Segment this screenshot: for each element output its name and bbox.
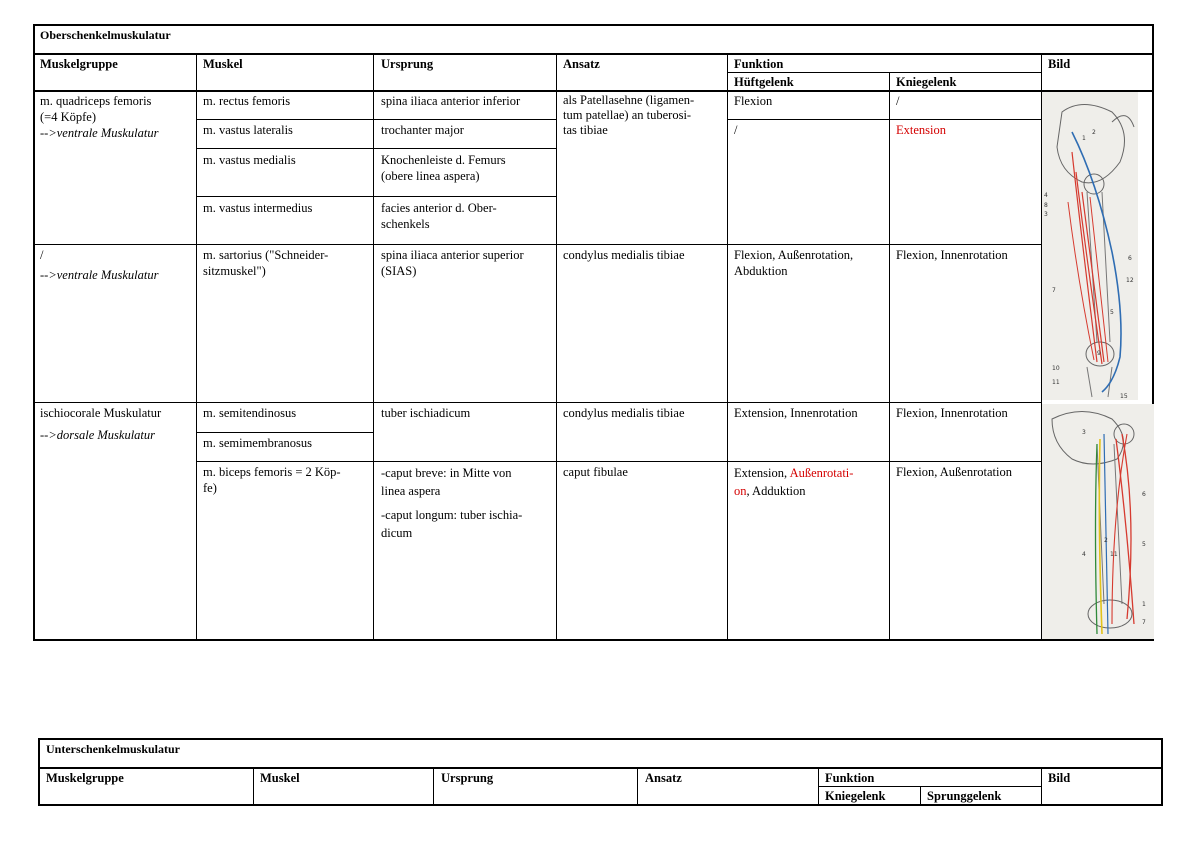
table2-col-line	[818, 768, 819, 806]
front-label: 9	[1097, 350, 1101, 357]
knie-rectus-femoris: /	[896, 94, 900, 108]
knie-vastus-lateralis: Extension	[896, 123, 946, 137]
header-hueftgelenk: Hüftgelenk	[734, 75, 794, 89]
front-label: 2	[1092, 129, 1096, 136]
ursprung-vastus-intermedius: facies anterior d. Ober- schenkels	[381, 201, 497, 231]
header-muskelgruppe: Muskelgruppe	[40, 57, 118, 71]
ursprung-vastus-medialis: Knochenleiste d. Femurs (obere linea aspera)	[381, 153, 506, 183]
muskel-vastus-intermedius: m. vastus intermedius	[203, 201, 313, 215]
table1-title-divider	[33, 53, 1154, 55]
front-label: 11	[1052, 379, 1060, 386]
ursprung-sartorius: spina iliaca anterior superior (SIAS)	[381, 248, 524, 278]
back-label: 2	[1104, 537, 1108, 544]
table1-row-line	[196, 461, 1041, 462]
table1-row-line	[196, 119, 556, 120]
table1-subheader-line	[727, 72, 1041, 73]
table2-col-line	[253, 768, 254, 806]
ansatz-biceps-femoris: caput fibulae	[563, 465, 628, 479]
hueft-biceps-femoris: Extension, Außenrotati- on, Adduktion	[734, 466, 854, 498]
header-kniegelenk: Kniegelenk	[896, 75, 957, 89]
hueft-rectus-femoris: Flexion	[734, 94, 773, 108]
knie-biceps-femoris: Flexion, Außenrotation	[896, 465, 1012, 479]
table1-col-line	[373, 54, 374, 641]
header-funktion: Funktion	[734, 57, 784, 71]
front-label: 1	[1082, 135, 1086, 142]
anatomy-front-thigh-image	[1042, 92, 1138, 400]
table1-row-line	[196, 148, 556, 149]
table2-title-divider	[38, 767, 1163, 769]
table2-header-ansatz: Ansatz	[645, 771, 682, 785]
table1-row-line	[727, 119, 1041, 120]
front-label: 10	[1052, 365, 1060, 372]
muskel-sartorius: m. sartorius ("Schneider- sitzmuskel")	[203, 248, 329, 278]
front-label: 7	[1052, 287, 1056, 294]
group-quadriceps: m. quadriceps femoris (=4 Köpfe) -->ventrale Muskulatur	[40, 94, 159, 140]
group-sartorius: / -->ventrale Muskulatur	[40, 248, 159, 282]
knie-semitendinosus: Flexion, Innenrotation	[896, 406, 1008, 420]
back-label: 1	[1142, 601, 1146, 608]
table2-col-line	[920, 786, 921, 806]
table1-col-line	[556, 54, 557, 641]
table2-header-muskel: Muskel	[260, 771, 300, 785]
table2-title: Unterschenkelmuskulatur	[46, 742, 181, 756]
header-ursprung: Ursprung	[381, 57, 434, 71]
ursprung-rectus-femoris: spina iliaca anterior inferior	[381, 94, 521, 108]
hueft-semitendinosus: Extension, Innenrotation	[734, 406, 858, 420]
table2-col-line	[433, 768, 434, 806]
front-label: 8	[1044, 202, 1048, 209]
ursprung-biceps-femoris: -caput breve: in Mitte von linea aspera -caput longum: tuber ischia- dicum	[381, 466, 523, 540]
table2-header-kniegelenk: Kniegelenk	[825, 789, 886, 803]
front-label: 15	[1120, 393, 1128, 400]
ansatz-semitendinosus: condylus medialis tibiae	[563, 406, 685, 420]
muskel-semimembranosus: m. semimembranosus	[203, 436, 313, 450]
table1-row-line	[196, 432, 373, 433]
table2-header-bild: Bild	[1048, 771, 1071, 785]
table2-subheader-line	[818, 786, 1041, 787]
table1-col-line	[727, 54, 728, 641]
front-label: 3	[1044, 211, 1048, 218]
table1-col-line	[889, 72, 890, 641]
table1-col-line	[196, 54, 197, 641]
ursprung-semitendinosus: tuber ischiadicum	[381, 406, 471, 420]
table2-col-line	[637, 768, 638, 806]
back-label: 11	[1110, 551, 1118, 558]
table2-header-funktion: Funktion	[825, 771, 875, 785]
hueft-sartorius: Flexion, Außenrotation, Abduktion	[734, 248, 854, 278]
table1-title: Oberschenkelmuskulatur	[40, 28, 171, 42]
header-bild: Bild	[1048, 57, 1071, 71]
header-muskel: Muskel	[203, 57, 243, 71]
table2-header-ursprung: Ursprung	[441, 771, 494, 785]
table2-header-sprunggelenk: Sprunggelenk	[927, 789, 1002, 803]
table1-header-divider	[33, 90, 1154, 92]
table1-row-line	[196, 196, 556, 197]
ursprung-vastus-lateralis: trochanter major	[381, 123, 464, 137]
front-label: 6	[1128, 255, 1132, 262]
muskel-rectus-femoris: m. rectus femoris	[203, 94, 291, 108]
muskel-biceps-femoris: m. biceps femoris = 2 Köp- fe)	[203, 465, 341, 495]
group-ischiocorale: ischiocorale Muskulatur -->dorsale Muskulatur	[40, 406, 162, 442]
back-label: 5	[1142, 541, 1146, 548]
front-label: 5	[1110, 309, 1114, 316]
ansatz-sartorius: condylus medialis tibiae	[563, 248, 685, 262]
hueft-vastus-lateralis: /	[734, 123, 738, 137]
knie-sartorius: Flexion, Innenrotation	[896, 248, 1008, 262]
ansatz-quadriceps: als Patellasehne (ligamen- tum patellae) an tuberosi- tas tibiae	[563, 93, 695, 137]
anatomy-back-thigh-image	[1042, 404, 1154, 639]
back-label: 3	[1082, 429, 1086, 436]
front-label: 12	[1126, 277, 1134, 284]
back-label: 4	[1082, 551, 1086, 558]
back-label: 6	[1142, 491, 1146, 498]
muskel-vastus-medialis: m. vastus medialis	[203, 153, 296, 167]
table2-header-muskelgruppe: Muskelgruppe	[46, 771, 124, 785]
header-ansatz: Ansatz	[563, 57, 600, 71]
muskel-vastus-lateralis: m. vastus lateralis	[203, 123, 293, 137]
front-label: 4	[1044, 192, 1048, 199]
table2-col-line	[1041, 768, 1042, 806]
back-label: 7	[1142, 619, 1146, 626]
muskel-semitendinosus: m. semitendinosus	[203, 406, 297, 420]
